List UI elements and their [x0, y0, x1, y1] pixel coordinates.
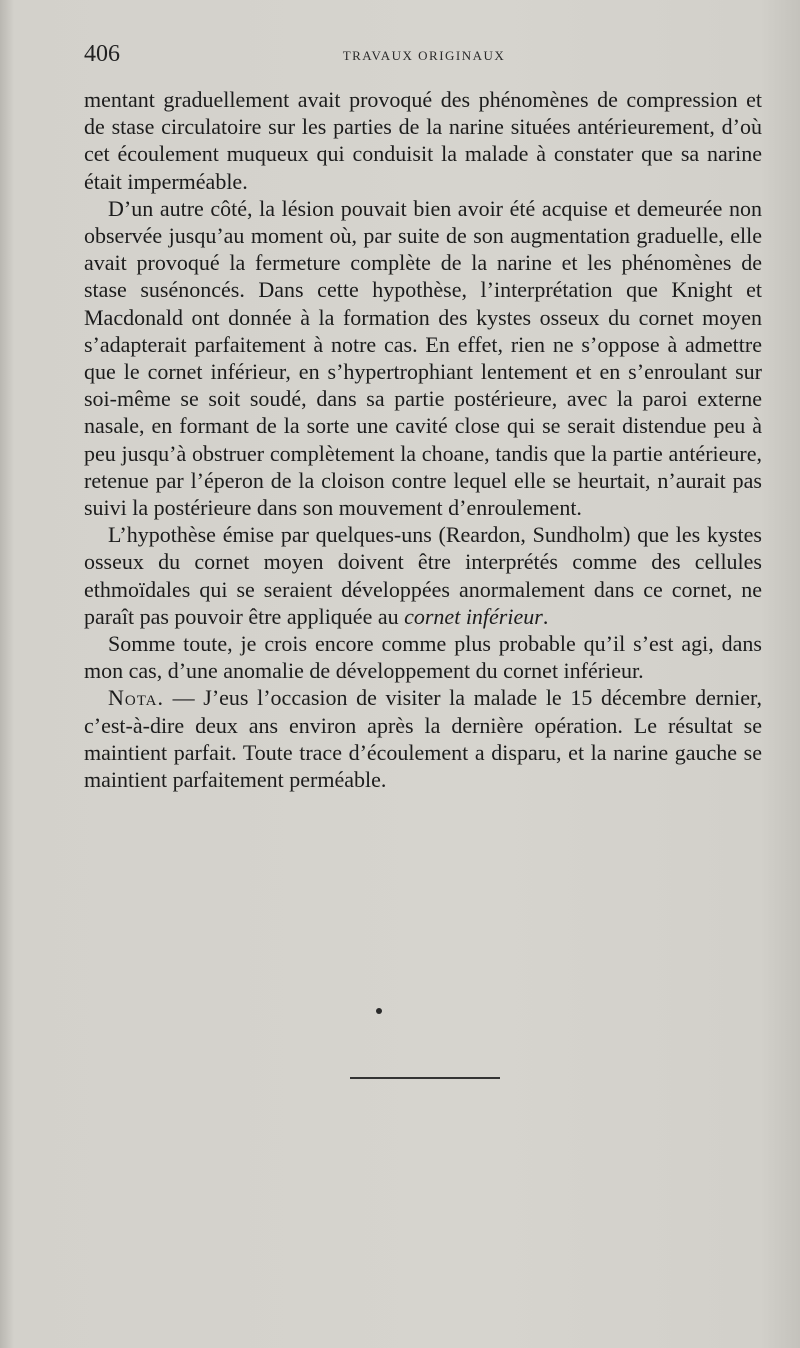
page-header: [84, 38, 764, 70]
paragraph-text: L’hypothèse émise par quelques-uns (Reardon, Sundholm) que les kystes osseux du cornet moyen doivent être interprétés comme des cellules ethmoïdales qui se seraient développées anormalement dans ce cornet, ne paraît pas pouvoir être appliquée au: [84, 522, 762, 629]
paragraph-text: — J’eus l’occasion de visiter la malade le 15 décembre dernier, c’est-à-dire deux ans environ après la dernière opération. Le résultat se maintient parfait. Toute trace d’écoulement a disparu, et la narine gauche se maintient parfaitement perméable.: [84, 685, 762, 793]
paragraph-text: mentant graduellement avait provoqué des phénomènes de compression et de stase circulatoire sur les parties de la narine situées antérieurement, d’où cet écoulement muqueux qui conduisit la malade à constater que sa narine était imperméable.: [84, 87, 762, 194]
body-text: [84, 86, 762, 793]
paragraph-ethmoid-hypothesis: [84, 521, 762, 630]
paragraph-text: Somme toute, je crois encore comme plus probable qu’il s’est agi, dans mon cas, d’une anomalie de développement du cornet inférieur.: [84, 631, 762, 684]
italic-term: cornet inférieur: [404, 603, 543, 629]
ornament-dot: [376, 1008, 382, 1014]
running-head: TRAVAUX ORIGINAUX: [342, 48, 506, 63]
paragraph-continuation: [84, 86, 762, 195]
end-rule-divider: [350, 1077, 500, 1079]
paragraph-end: .: [542, 603, 549, 629]
paragraph-nota: [84, 684, 762, 793]
paragraph-conclusion: [84, 630, 762, 684]
paragraph-hypothesis: [84, 195, 762, 521]
nota-label: Nota.: [108, 685, 165, 711]
page-number: 406: [84, 41, 120, 67]
paragraph-text: D’un autre côté, la lésion pouvait bien avoir été acquise et demeurée non observée jusqu’au moment où, par suite de son augmentation graduelle, elle avait provoqué la fermeture complète de la narine et les phénomènes de stase susénoncés. Dans cette hypothèse, l’interprétation que Knight et Macdonald ont donnée à la formation des kystes osseux du cornet moyen s’adapterait parfaitement à notre cas. En effet, rien ne s’oppose à admettre que le cornet inférieur, en s’hypertrophiant lentement et en s’enroulant sur soi-même se soit soudé, dans sa partie postérieure, avec la paroi externe nasale, en formant de la sorte une cavité close qui se serait distendue peu à peu jusqu’à obstruer complètement la choane, tandis que la partie antérieure, retenue par l’éperon de la cloison contre lequel elle se heurtait, n’aurait pas suivi la postérieure dans son mouvement d’enroulement.: [84, 195, 762, 521]
